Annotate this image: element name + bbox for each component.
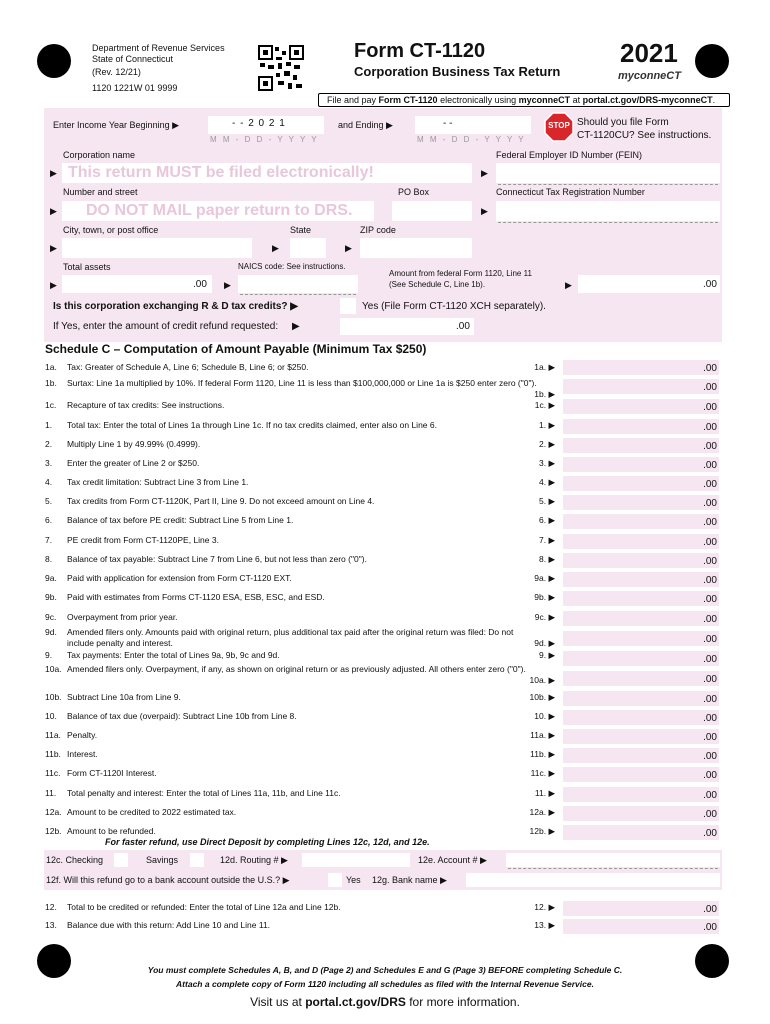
registration-mark [695,44,729,78]
line-number: 10a. [45,664,62,674]
department-block [92,43,225,94]
amount-field[interactable] [562,728,720,745]
amount-field[interactable] [562,690,720,707]
footer-note-2: Attach a complete copy of Form 1120 including all schedules as filed with the Internal Revenue Service. [176,979,594,989]
schedule-c-title: Schedule C – Computation of Amount Payable (Minimum Tax $250) [45,342,427,356]
amount-value: .00 [703,479,717,490]
federal-amount-value: .00 [703,279,717,290]
line-reference: 4. ▶ [539,477,555,487]
checking-checkbox[interactable] [114,853,128,867]
income-year-begin-value: - - 2 0 2 1 [232,118,286,129]
line-reference: 5. ▶ [539,496,555,506]
tax-year: 2021 [620,38,678,68]
line-description: Total tax: Enter the total of Lines 1a through Line 1c. If no tax credits claimed, enter also on Line 6. [67,420,437,430]
amount-field[interactable] [562,533,720,550]
income-year-end-value: - - [443,118,453,129]
income-year-ending-label: and Ending ▶ [338,120,393,130]
account-label: 12e. Account # ▶ [418,855,487,865]
line-reference: 6. ▶ [539,515,555,525]
line-description: Tax: Greater of Schedule A, Line 6; Schedule B, Line 6; or $250. [67,362,309,372]
line-reference: 9d. ▶ [534,638,555,648]
amount-field[interactable] [562,552,720,569]
arrow-icon: ▶ [50,168,57,178]
line-description: Enter the greater of Line 2 or $250. [67,458,200,468]
file-electronically-watermark: This return MUST be filed electronically! [68,164,374,181]
line-number: 9d. [45,627,57,637]
schedule-line [45,692,555,706]
line-description: Subtract Line 10a from Line 9. [67,692,181,702]
amount-value: .00 [703,422,717,433]
income-year-label: Enter Income Year Beginning ▶ [53,120,180,130]
line-number: 1c. [45,400,57,410]
amount-value: .00 [703,809,717,820]
line-reference: 3. ▶ [539,458,555,468]
arrow-icon: ▶ [565,280,572,290]
line-description: Paid with application for extension from Form CT-1120 EXT. [67,573,292,583]
schedule-line [45,807,555,821]
line-number: 12a. [45,807,62,817]
line-reference: 9a. ▶ [534,573,555,583]
schedule-line [45,439,555,453]
line-description: Tax payments: Enter the total of Lines 9a, 9b, 9c and 9d. [67,650,280,660]
po-box-field[interactable] [392,201,472,221]
total-assets-value: .00 [193,279,207,290]
bank-name-label: 12g. Bank name ▶ [372,875,447,885]
line-reference: 11. ▶ [534,788,555,798]
arrow-icon: ▶ [272,243,279,253]
checking-label: 12c. Checking [46,855,104,865]
amount-field[interactable] [562,571,720,588]
arrow-icon: ▶ [481,206,488,216]
amount-value: .00 [703,790,717,801]
line-number: 12. [45,902,57,912]
schedule-line [45,612,555,626]
line-reference: 9c. ▶ [534,612,555,622]
line-description: Amended filers only. Overpayment, if any, as shown on original return or as previously adjusted. All others enter zero ("0"). [67,664,526,674]
amount-value: .00 [703,498,717,509]
amount-value: .00 [703,694,717,705]
line-reference: 13. ▶ [534,920,555,930]
arrow-icon: ▶ [345,243,352,253]
schedule-line [45,573,555,587]
line-number: 5. [45,496,53,506]
amount-value: .00 [703,460,717,471]
amount-field[interactable] [562,900,720,917]
line-reference: 9. ▶ [539,650,555,660]
fein-boxes [498,184,718,185]
line-description: PE credit from Form CT-1120PE, Line 3. [67,535,219,545]
line-reference: 1a. ▶ [534,362,555,372]
line-description: Interest. [67,749,98,759]
fein-label: Federal Employer ID Number (FEIN) [496,150,643,160]
line-reference: 10a. ▶ [529,675,555,685]
total-assets-label: Total assets [63,262,111,272]
amount-field[interactable] [562,766,720,783]
schedule-line [45,788,555,802]
amount-value: .00 [703,713,717,724]
line-description: Form CT-1120I Interest. [67,768,157,778]
corporation-name-label: Corporation name [63,150,136,160]
stop-note: Should you file Form CT-1120CU? See instructions. [577,117,712,141]
end-date-hint: M M - D D - Y Y Y Y [417,135,526,144]
schedule-line [45,496,555,510]
naics-field[interactable] [238,275,358,293]
amount-field[interactable] [562,513,720,530]
amount-field[interactable] [562,359,720,376]
line-number: 9a. [45,573,57,583]
amount-field[interactable] [562,418,720,435]
line-number: 3. [45,458,53,468]
line-number: 9. [45,650,53,660]
federal-amount-field[interactable] [578,275,720,293]
logo-text: myconneCT [618,70,681,82]
schedule-line [45,711,555,725]
form-title: Form CT-1120 [354,40,486,62]
line-reference: 2. ▶ [539,439,555,449]
refund-requested-value: .00 [456,321,470,332]
arrow-icon: ▶ [481,168,488,178]
line-number: 12b. [45,826,62,836]
line-description: Multiply Line 1 by 49.99% (0.4999). [67,439,201,449]
savings-checkbox[interactable] [190,853,204,867]
rd-credit-yes-text: Yes (File Form CT-1120 XCH separately). [362,301,546,312]
routing-label: 12d. Routing # ▶ [220,855,288,865]
line-description: Tax credits from Form CT-1120K, Part II, Line 9. Do not exceed amount on Line 4. [67,496,375,506]
line-description: Surtax: Line 1a multiplied by 10%. If federal Form 1120, Line 11 is less than $100,000,000 or Line 1a is $250 enter zero ("0"). [67,378,537,388]
arrow-icon: ▶ [50,280,57,290]
amount-value: .00 [703,828,717,839]
line-reference: 7. ▶ [539,535,555,545]
line-description: Balance due with this return: Add Line 10 and Line 11. [67,920,271,930]
zip-label: ZIP code [360,225,396,235]
schedule-line [45,554,555,568]
form-subtitle: Corporation Business Tax Return [354,64,561,79]
line-description: Total penalty and interest: Enter the total of Lines 11a, 11b, and Line 11c. [67,788,341,798]
ct-registration-field[interactable] [496,201,720,221]
amount-value: .00 [703,402,717,413]
amount-value: .00 [703,363,717,374]
arrow-icon: ▶ [224,280,231,290]
amount-field[interactable] [562,475,720,492]
line-number: 13. [45,920,57,930]
schedule-line [45,515,555,529]
line-number: 2. [45,439,53,449]
amount-field[interactable] [562,630,720,647]
arrow-icon: ▶ [50,243,57,253]
line-number: 1a. [45,362,57,372]
amount-field[interactable] [562,805,720,822]
bank-name-field[interactable] [466,873,720,887]
form-code: 1120 1221W 01 9999 [92,83,178,93]
line-description: Penalty. [67,730,98,740]
line-number: 11c. [45,768,61,778]
schedule-line [45,768,555,782]
line-reference: 11b. ▶ [530,749,555,759]
rd-credit-question: Is this corporation exchanging R & D tax credits? ▶ [53,301,298,312]
line-reference: 1b. ▶ [534,389,555,399]
line-reference: 9b. ▶ [534,592,555,602]
naics-label: NAICS code: See instructions. [238,262,346,271]
line-number: 7. [45,535,53,545]
amount-value: .00 [703,770,717,781]
revision-date: (Rev. 12/21) [92,67,141,77]
amount-field[interactable] [562,437,720,454]
foreign-bank-yes-checkbox[interactable] [328,873,342,887]
schedule-line [45,664,555,686]
amount-field[interactable] [562,918,720,935]
schedule-line [45,535,555,549]
file-and-pay-banner: File and pay Form CT-1120 electronically using myconneCT at portal.ct.gov/DRS-myconneCT. [318,93,730,107]
schedule-line [45,902,555,916]
amount-field[interactable] [562,650,720,667]
arrow-icon: ▶ [50,206,57,216]
amount-field[interactable] [562,786,720,803]
schedule-line [45,420,555,434]
city-label: City, town, or post office [63,225,159,235]
line-number: 11. [45,788,57,798]
line-number: 4. [45,477,53,487]
line-number: 9b. [45,592,57,602]
schedule-line [45,400,555,414]
registration-mark [37,44,71,78]
foreign-bank-question: 12f. Will this refund go to a bank account outside the U.S.? ▶ [46,875,290,885]
line-description: Balance of tax before PE credit: Subtract Line 5 from Line 1. [67,515,294,525]
line-description: Balance of tax due (overpaid): Subtract Line 10b from Line 8. [67,711,297,721]
do-not-mail-watermark: DO NOT MAIL paper return to DRS. [86,202,353,219]
city-field[interactable] [62,238,252,258]
line-number: 11a. [45,730,61,740]
begin-date-hint: M M - D D - Y Y Y Y [210,135,319,144]
account-boxes [508,868,718,869]
footer-note-1: You must complete Schedules A, B, and D (Page 2) and Schedules E and G (Page 3) BEFORE completing Schedule C. [147,965,623,975]
line-number: 8. [45,554,53,564]
amount-value: .00 [703,634,717,645]
foreign-bank-yes-label: Yes [346,875,361,885]
line-description: Amended filers only. Amounts paid with original return, plus additional tax paid after the original return was filed: Do not include penalty and interest. [67,627,514,648]
amount-value: .00 [703,732,717,743]
amount-field[interactable] [562,824,720,841]
line-reference: 10. ▶ [534,711,555,721]
street-label: Number and street [63,187,138,197]
amount-field[interactable] [562,709,720,726]
line-number: 10. [45,711,57,721]
income-year-end-field[interactable] [415,116,531,134]
amount-value: .00 [703,674,717,685]
schedule-line [45,378,555,400]
line-reference: 1c. ▶ [534,400,555,410]
amount-field[interactable] [562,610,720,627]
line-reference: 11c. ▶ [530,768,555,778]
amount-field[interactable] [562,670,720,687]
amount-value: .00 [703,382,717,393]
line-description: Overpayment from prior year. [67,612,178,622]
fein-field[interactable] [496,163,720,183]
amount-value: .00 [703,751,717,762]
routing-field[interactable] [302,853,410,867]
amount-value: .00 [703,441,717,452]
line-reference: 10b. ▶ [529,692,555,702]
amount-value: .00 [703,575,717,586]
amount-value: .00 [703,614,717,625]
line-number: 6. [45,515,53,525]
schedule-line [45,362,555,376]
line-description: Total to be credited or refunded: Enter the total of Line 12a and Line 12b. [67,902,341,912]
amount-field[interactable] [562,590,720,607]
savings-label: Savings [146,855,179,865]
state-field[interactable] [290,238,326,258]
amount-value: .00 [703,922,717,933]
schedule-line [45,749,555,763]
schedule-line [45,627,555,649]
refund-requested-label: If Yes, enter the amount of credit refund requested: ▶ [53,321,300,332]
zip-field[interactable] [360,238,472,258]
account-field[interactable] [506,853,720,867]
amount-field[interactable] [562,398,720,415]
line-reference: 1. ▶ [539,420,555,430]
state-label: State [290,225,312,235]
amount-value: .00 [703,556,717,567]
amount-value: .00 [703,904,717,915]
ct-registration-label: Connecticut Tax Registration Number [496,187,645,197]
naics-boxes [240,294,356,295]
line-description: Recapture of tax credits: See instructions. [67,400,225,410]
line-reference: 12b. ▶ [529,826,555,836]
amount-value: .00 [703,517,717,528]
footer-portal-link[interactable]: portal.ct.gov/DRS [305,995,406,1009]
line-reference: 12a. ▶ [529,807,555,817]
po-box-label: PO Box [398,187,430,197]
schedule-line [45,730,555,744]
line-number: 1. [45,420,53,430]
schedule-line [45,458,555,472]
federal-amount-label: Amount from federal Form 1120, Line 11 (See Schedule C, Line 1b). [389,269,532,289]
amount-field[interactable] [562,747,720,764]
line-number: 1b. [45,378,57,388]
dept-line2: State of Connecticut [92,54,174,64]
amount-value: .00 [703,654,717,665]
amount-field[interactable] [562,378,720,395]
amount-value: .00 [703,594,717,605]
line-description: Tax credit limitation: Subtract Line 3 from Line 1. [67,477,249,487]
qr-code-icon [258,45,304,91]
amount-field[interactable] [562,494,720,511]
amount-field[interactable] [562,456,720,473]
total-assets-field[interactable] [62,275,212,293]
schedule-line [45,592,555,606]
myconnect-logo [618,70,681,82]
line-reference: 11a. ▶ [530,730,555,740]
dept-line1: Department of Revenue Services [92,43,225,53]
line-reference: 8. ▶ [539,554,555,564]
line-reference: 12. ▶ [534,902,555,912]
portal-link[interactable]: portal.ct.gov/DRS-myconneCT [582,95,713,105]
schedule-line [45,650,555,664]
line-description: Amount to be refunded. [67,826,156,836]
line-description: Amount to be credited to 2022 estimated tax. [67,807,237,817]
amount-value: .00 [703,537,717,548]
rd-credit-yes-checkbox[interactable] [340,298,356,314]
line-description: Balance of tax payable: Subtract Line 7 from Line 6, but not less than zero ("0"). [67,554,367,564]
line-number: 11b. [45,749,61,759]
line-description: Paid with estimates from Forms CT-1120 ESA, ESB, ESC, and ESD. [67,592,325,602]
schedule-line [45,477,555,491]
ct-registration-boxes [498,222,718,223]
line-number: 9c. [45,612,57,622]
refund-requested-field[interactable] [340,318,474,335]
footer-visit: Visit us at portal.ct.gov/DRS for more information. [250,995,520,1009]
stop-sign-label: STOP [548,121,570,130]
line-number: 10b. [45,692,62,702]
schedule-line [45,920,555,934]
direct-deposit-note: For faster refund, use Direct Deposit by completing Lines 12c, 12d, and 12e. [105,837,430,847]
